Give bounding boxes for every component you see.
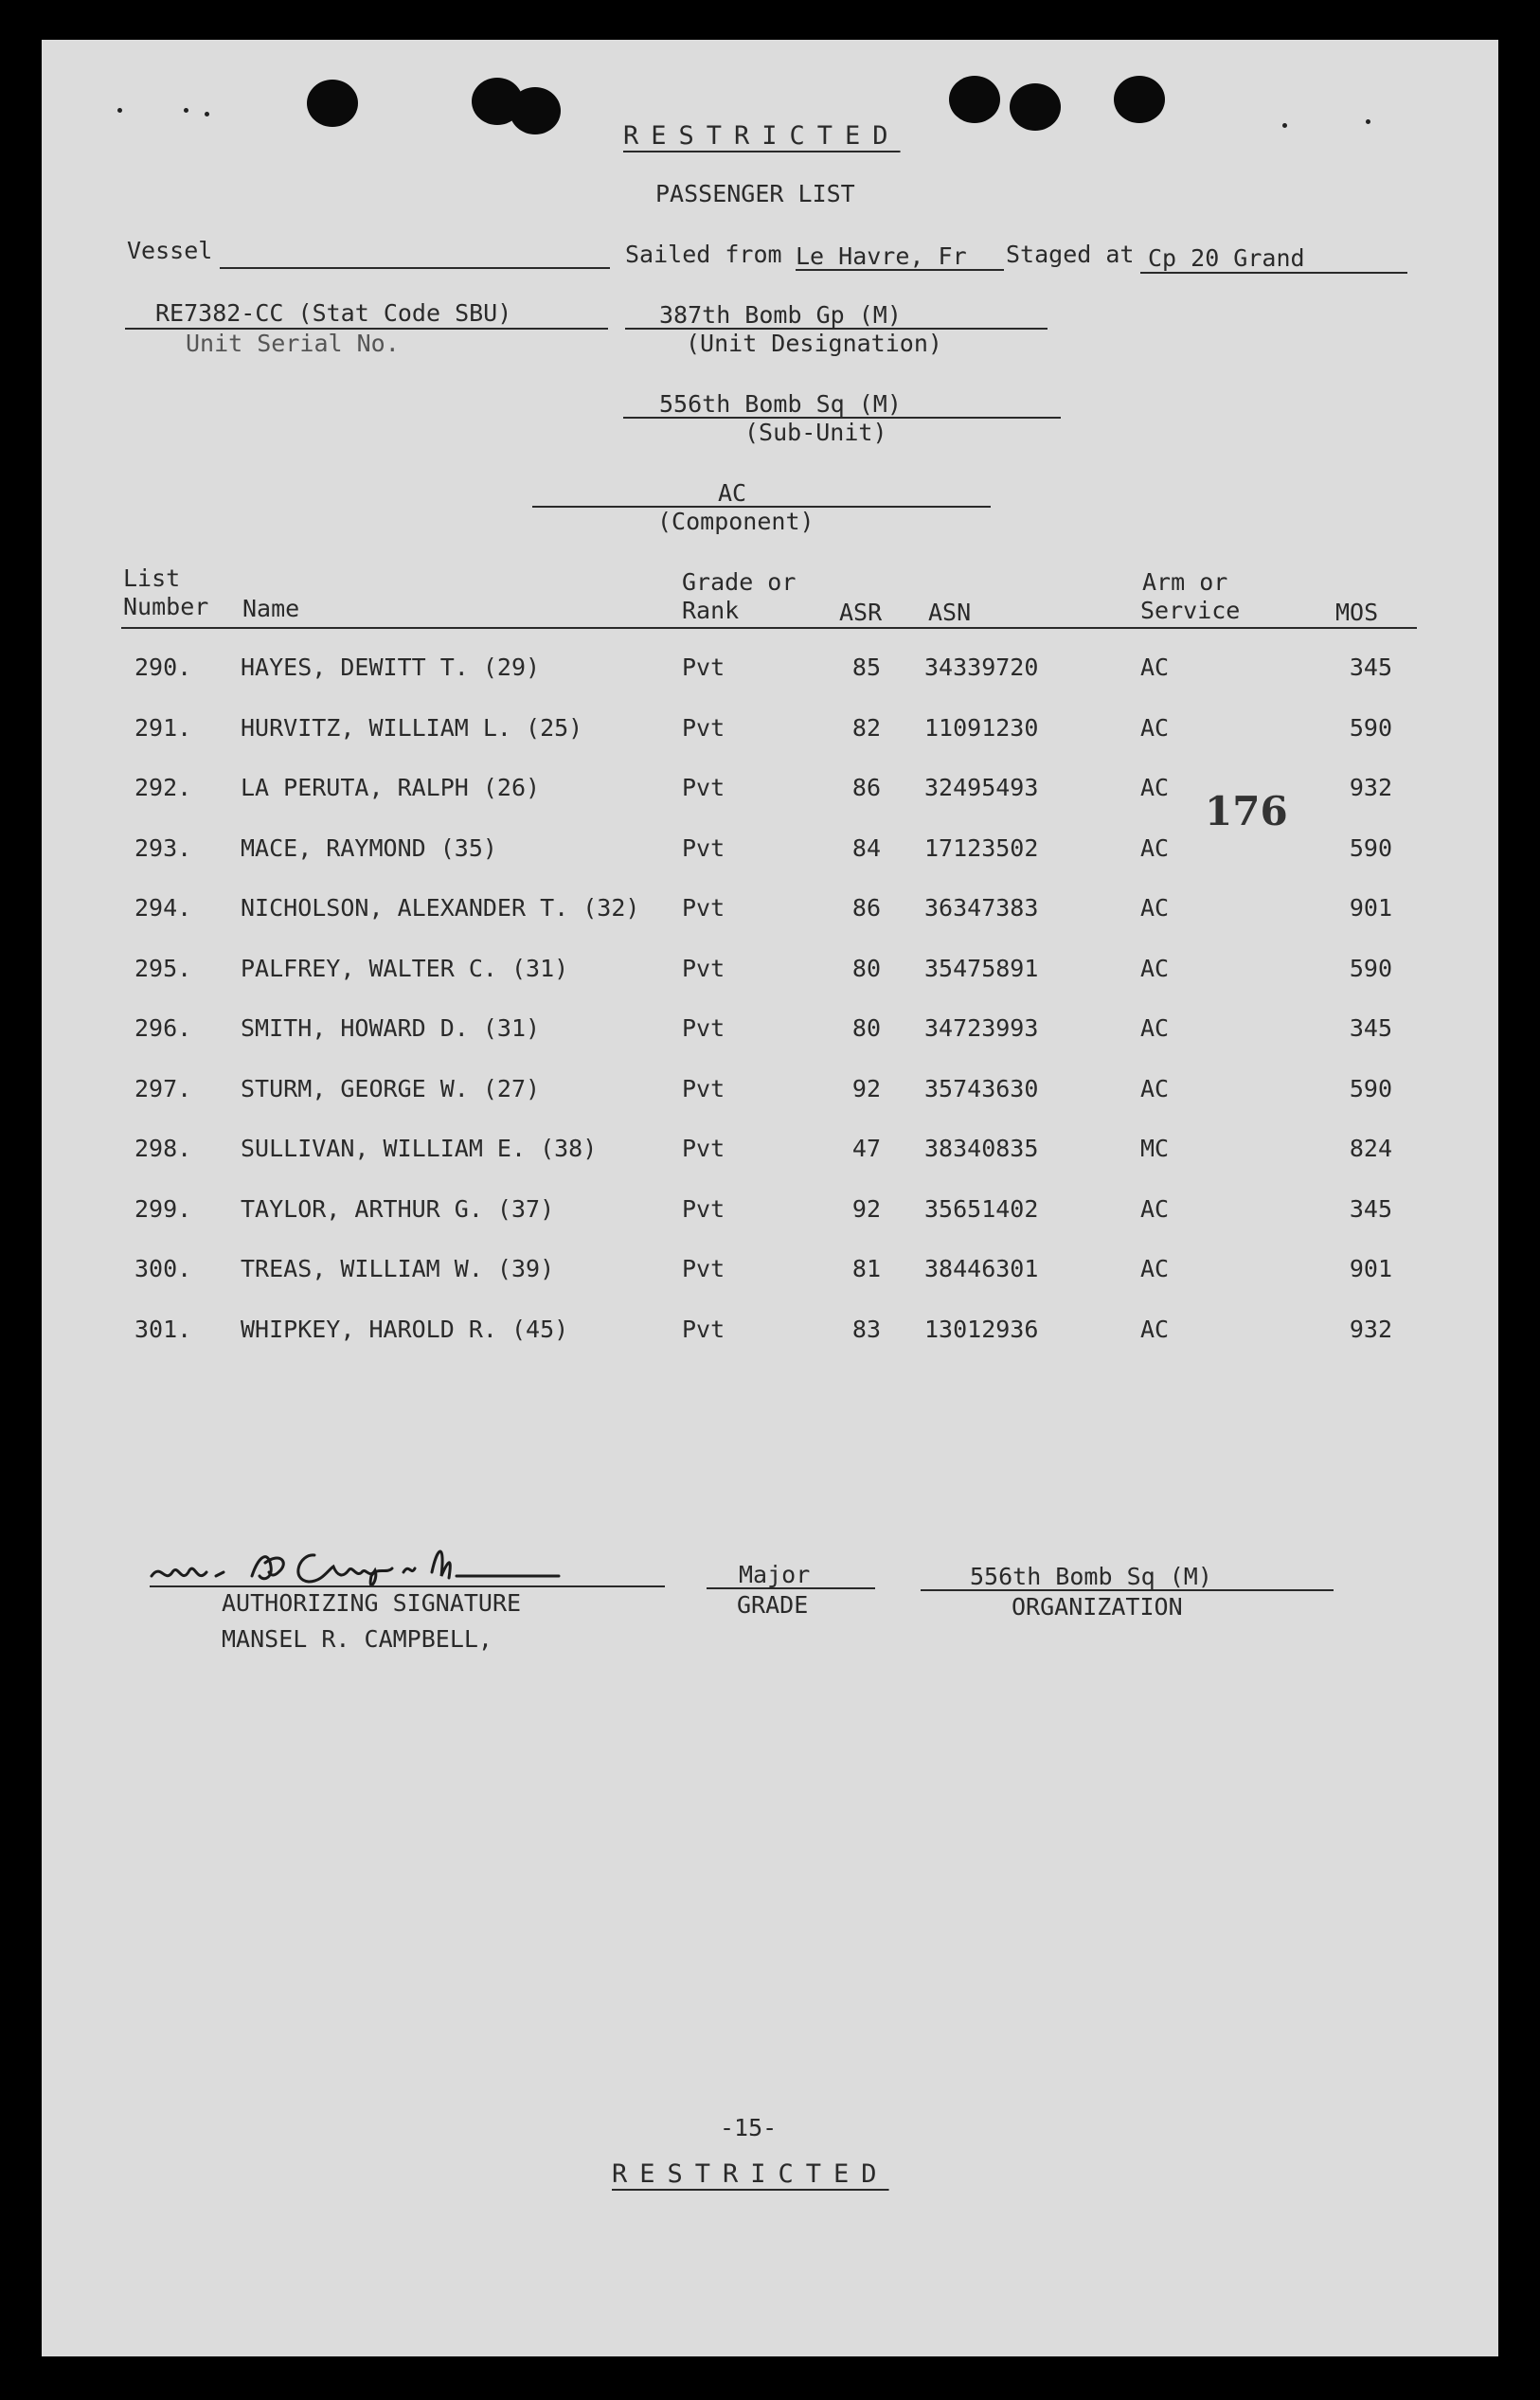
staged-at-line <box>1140 272 1407 274</box>
cell-mos: 590 <box>1349 954 1392 982</box>
speck <box>117 108 122 113</box>
cell-grade: Pvt <box>682 774 725 801</box>
col-header-grade-line1: Grade or <box>682 568 797 596</box>
cell-asr: 81 <box>851 1255 881 1282</box>
restricted-footer: RESTRICTED <box>612 2159 889 2189</box>
cell-list-number: 298. <box>134 1135 192 1162</box>
cell-list-number: 296. <box>134 1014 192 1042</box>
cell-grade: Pvt <box>682 894 725 922</box>
cell-grade: Pvt <box>682 1315 725 1343</box>
col-header-grade-line2: Rank <box>682 597 740 624</box>
cell-arm-service: AC <box>1140 954 1170 982</box>
cell-arm-service: AC <box>1140 894 1170 922</box>
cell-asn: 17123502 <box>924 833 1039 862</box>
table-row <box>42 713 1498 744</box>
grade-value: Major <box>739 1561 811 1588</box>
cell-mos: 345 <box>1349 1014 1392 1042</box>
cell-name: MACE, RAYMOND (35) <box>241 833 497 862</box>
staged-at-value: Cp 20 Grand <box>1148 244 1305 272</box>
cell-name: NICHOLSON, ALEXANDER T. (32) <box>241 894 640 922</box>
cell-asr: 47 <box>851 1135 881 1162</box>
speck <box>1282 123 1287 128</box>
cell-mos: 345 <box>1349 654 1392 681</box>
col-header-name: Name <box>242 595 300 622</box>
col-header-list-number-line2: Number <box>123 593 209 620</box>
punch-hole-4 <box>949 76 1000 123</box>
cell-arm-service: MC <box>1140 1135 1170 1162</box>
cell-asn: 13012936 <box>924 1315 1039 1343</box>
grade-label: GRADE <box>737 1591 809 1619</box>
restricted-header: RESTRICTED <box>623 121 901 151</box>
cell-grade: Pvt <box>682 1014 725 1042</box>
cell-arm-service: AC <box>1140 654 1170 681</box>
cell-arm-service: AC <box>1140 713 1170 742</box>
table-row <box>42 655 1498 684</box>
cell-list-number: 290. <box>134 654 192 681</box>
table-row <box>42 833 1498 865</box>
cell-asr: 83 <box>851 1315 881 1343</box>
cell-asn: 32495493 <box>924 774 1039 801</box>
cell-mos: 590 <box>1349 833 1392 862</box>
speck <box>184 108 188 113</box>
cell-list-number: 300. <box>134 1255 192 1282</box>
cell-asr: 80 <box>851 1014 881 1042</box>
cell-arm-service: AC <box>1140 1074 1170 1102</box>
cell-grade: Pvt <box>682 1194 725 1223</box>
cell-asr: 92 <box>851 1194 881 1223</box>
cell-list-number: 294. <box>134 894 192 922</box>
cell-mos: 932 <box>1349 1315 1392 1343</box>
col-header-asn: ASN <box>928 599 972 626</box>
punch-hole-3 <box>510 87 561 134</box>
cell-asr: 92 <box>851 1074 881 1102</box>
cell-grade: Pvt <box>682 1074 725 1102</box>
cell-asr: 85 <box>851 654 881 681</box>
vessel-label: Vessel <box>127 237 213 264</box>
cell-name: WHIPKEY, HAROLD R. (45) <box>241 1315 569 1343</box>
page-number: -15- <box>720 2114 778 2141</box>
punch-hole-6 <box>1114 76 1165 123</box>
cell-asn: 35475891 <box>924 954 1039 982</box>
cell-name: SULLIVAN, WILLIAM E. (38) <box>241 1135 598 1162</box>
cell-asn: 34339720 <box>924 654 1039 681</box>
cell-arm-service: AC <box>1140 1194 1170 1223</box>
component-label: (Component) <box>657 508 815 535</box>
punch-hole-5 <box>1010 83 1061 131</box>
cell-list-number: 293. <box>134 833 192 862</box>
cell-grade: Pvt <box>682 1135 725 1162</box>
sub-unit-value: 556th Bomb Sq (M) <box>659 390 902 418</box>
table-row <box>42 1194 1498 1226</box>
unit-serial-value: RE7382-CC (Stat Code SBU) <box>155 299 512 327</box>
cell-mos: 901 <box>1349 894 1392 922</box>
signature-line <box>150 1585 665 1587</box>
cell-list-number: 301. <box>134 1315 192 1343</box>
punch-hole-1 <box>307 80 358 127</box>
sailed-from-value: Le Havre, Fr <box>796 242 967 270</box>
stamp-number: 176 <box>1205 788 1288 834</box>
cell-asr: 82 <box>851 713 881 742</box>
grade-line <box>707 1587 875 1589</box>
cell-arm-service: AC <box>1140 1255 1170 1282</box>
cell-list-number: 295. <box>134 954 192 982</box>
cell-arm-service: AC <box>1140 1014 1170 1042</box>
cell-mos: 345 <box>1349 1194 1392 1223</box>
cell-mos: 590 <box>1349 1074 1392 1102</box>
cell-asn: 38446301 <box>924 1255 1039 1282</box>
cell-asr: 80 <box>851 954 881 982</box>
cell-asn: 36347383 <box>924 894 1039 922</box>
cell-grade: Pvt <box>682 713 725 742</box>
document-title: PASSENGER LIST <box>655 180 855 207</box>
document-page <box>42 40 1498 2356</box>
sailed-from-line <box>796 269 1004 271</box>
col-header-list-number-line1: List <box>123 564 181 592</box>
organization-label: ORGANIZATION <box>1012 1593 1183 1621</box>
table-row <box>42 1074 1498 1105</box>
table-header-rule <box>121 627 1417 629</box>
vessel-line <box>220 267 610 269</box>
cell-list-number: 291. <box>134 713 192 742</box>
component-value: AC <box>718 479 747 507</box>
cell-asr: 86 <box>851 774 881 801</box>
cell-asn: 35651402 <box>924 1194 1039 1223</box>
table-row <box>42 1317 1498 1346</box>
cell-name: TREAS, WILLIAM W. (39) <box>241 1255 555 1282</box>
col-header-asr: ASR <box>839 599 883 626</box>
table-row <box>42 1257 1498 1285</box>
cell-mos: 901 <box>1349 1255 1392 1282</box>
unit-serial-label: Unit Serial No. <box>186 330 400 357</box>
cell-name: SMITH, HOWARD D. (31) <box>241 1014 541 1042</box>
cell-asn: 11091230 <box>924 713 1039 742</box>
cell-arm-service: AC <box>1140 833 1170 862</box>
cell-mos: 590 <box>1349 713 1392 742</box>
table-row <box>42 1016 1498 1045</box>
cell-name: STURM, GEORGE W. (27) <box>241 1074 541 1102</box>
signer-name: MANSEL R. CAMPBELL, <box>222 1625 492 1653</box>
col-header-arm-line1: Arm or <box>1142 568 1228 596</box>
cell-asr: 84 <box>851 833 881 862</box>
sailed-from-label: Sailed from <box>625 241 782 268</box>
authorizing-signature-label: AUTHORIZING SIGNATURE <box>222 1589 522 1617</box>
sub-unit-label: (Sub-Unit) <box>744 419 887 446</box>
organization-value: 556th Bomb Sq (M) <box>970 1563 1212 1590</box>
cell-name: PALFREY, WALTER C. (31) <box>241 954 569 982</box>
cell-asn: 38340835 <box>924 1135 1039 1162</box>
cell-list-number: 297. <box>134 1074 192 1102</box>
cell-asn: 35743630 <box>924 1074 1039 1102</box>
cell-asn: 34723993 <box>924 1014 1039 1042</box>
cell-name: HURVITZ, WILLIAM L. (25) <box>241 713 583 742</box>
col-header-mos: MOS <box>1335 599 1379 626</box>
speck <box>205 112 209 116</box>
cell-grade: Pvt <box>682 954 725 982</box>
cell-name: TAYLOR, ARTHUR G. (37) <box>241 1194 555 1223</box>
cell-asr: 86 <box>851 894 881 922</box>
cell-mos: 824 <box>1349 1135 1392 1162</box>
cell-name: HAYES, DEWITT T. (29) <box>241 654 541 681</box>
cell-grade: Pvt <box>682 654 725 681</box>
unit-designation-label: (Unit Designation) <box>686 330 942 357</box>
table-row <box>42 896 1498 924</box>
table-row <box>42 1137 1498 1165</box>
col-header-arm-line2: Service <box>1140 597 1241 624</box>
staged-at-label: Staged at <box>1006 241 1135 268</box>
table-row <box>42 954 1498 985</box>
cell-list-number: 292. <box>134 774 192 801</box>
cell-grade: Pvt <box>682 833 725 862</box>
unit-designation-value: 387th Bomb Gp (M) <box>659 301 902 329</box>
cell-arm-service: AC <box>1140 774 1170 801</box>
cell-name: LA PERUTA, RALPH (26) <box>241 774 541 801</box>
speck <box>1366 119 1370 124</box>
organization-line <box>921 1589 1334 1591</box>
cell-arm-service: AC <box>1140 1315 1170 1343</box>
cell-list-number: 299. <box>134 1194 192 1223</box>
cell-grade: Pvt <box>682 1255 725 1282</box>
cell-mos: 932 <box>1349 774 1392 801</box>
